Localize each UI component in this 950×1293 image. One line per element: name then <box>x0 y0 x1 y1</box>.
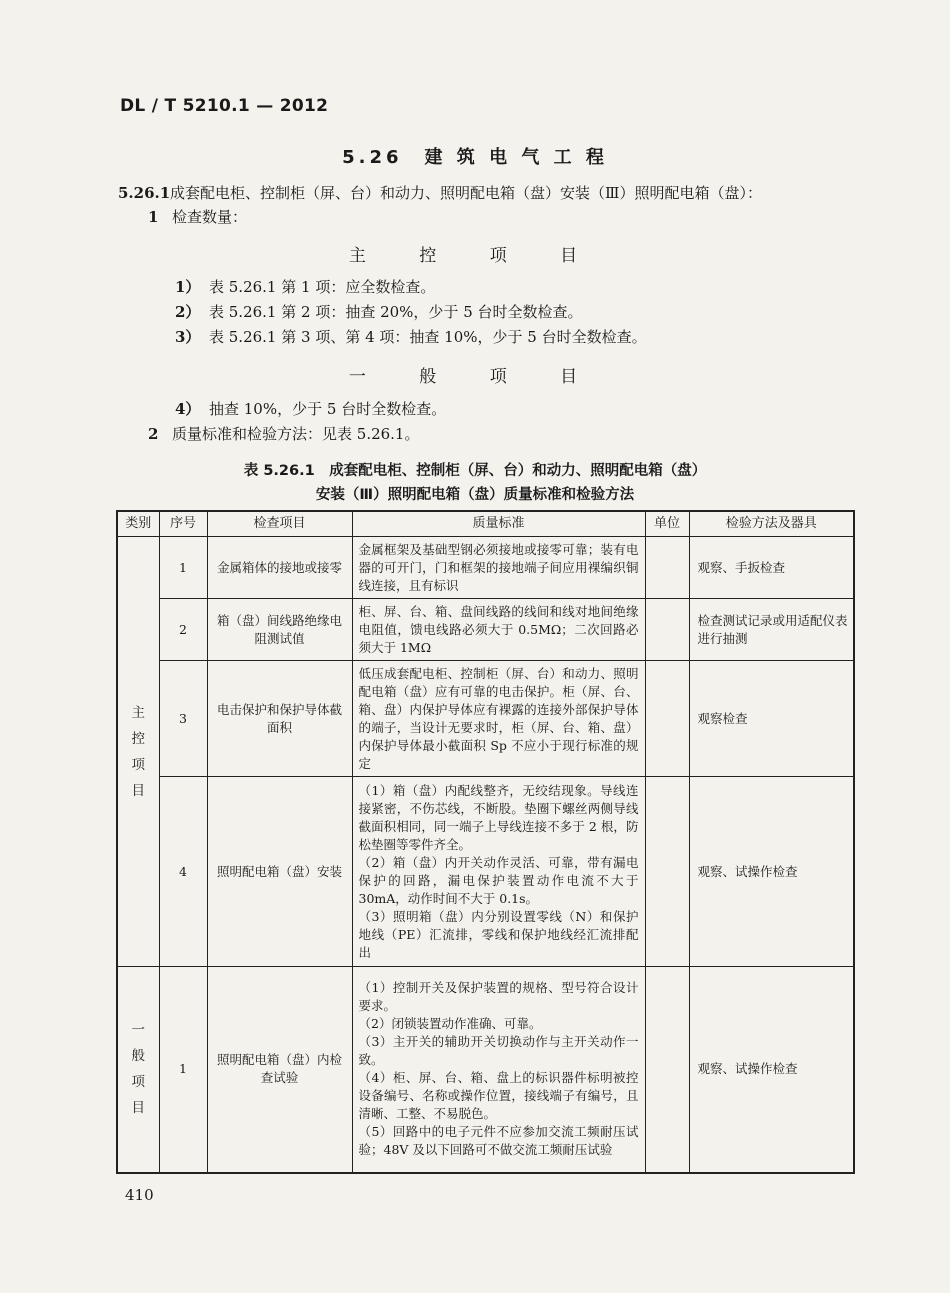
row-unit <box>645 599 689 661</box>
header-seq: 序号 <box>159 511 207 537</box>
row-item: 电击保护和保护导体截面积 <box>207 661 352 777</box>
group-main-cell <box>117 537 159 967</box>
row-item: 箱（盘）间线路绝缘电阻测试值 <box>207 599 352 661</box>
header-item: 检查项目 <box>207 511 352 537</box>
item-2-text: 质量标准和检验方法：见表 5.26.1。 <box>172 425 420 443</box>
row-method: 观察、试操作检查 <box>689 967 854 1173</box>
main-item-1: 1） 表 5.26.1 第 1 项：应全数检查。 <box>175 278 436 296</box>
row-standard: 低压成套配电柜、控制柜（屏、台）和动力、照明配电箱（盘）应有可靠的电击保护。柜（屏、台、箱、盘）内保护导体应有裸露的连接外部保护导体的端子，当设计无要求时，柜（屏、台、箱、盘）内保护导体最小截面积 Sp 不应小于现行标准的规定 <box>352 661 645 777</box>
item-1-line <box>148 206 247 227</box>
table-caption-line-2: 安装（Ⅲ）照明配电箱（盘）质量标准和检验方法 <box>315 487 635 503</box>
row-no: 1 <box>159 967 207 1173</box>
row-standard: 金属框架及基础型钢必须接地或接零可靠；装有电器的可开门，门和框架的接地端子间应用裸编织铜线连接，且有标识 <box>352 537 645 599</box>
table-caption-line-1: 表 5.26.1 成套配电柜、控制柜（屏、台）和动力、照明配电箱（盘） <box>243 463 707 479</box>
row-no: 2 <box>159 599 207 661</box>
row-standard: （1）控制开关及保护装置的规格、型号符合设计要求。 （2）闭锁装置动作准确、可靠。 （3）主开关的辅助开关切换动作与主开关动作一致。 （4）柜、屏、台、箱、盘上的标识器件标明被控设备编号、名称或操作位置，接线端子有编号，且清晰、工整、不易脱色。 （5）回路中的电子元件不应参加交流工频耐压试验；48V 及以下回路可不做交流工频耐压试验 <box>352 967 645 1173</box>
row-no: 3 <box>159 661 207 777</box>
row-unit <box>645 777 689 967</box>
table-row <box>117 599 854 661</box>
item-1-number: 1 <box>148 208 159 226</box>
row-standard: 柜、屏、台、箱、盘间线路的线间和线对地间绝缘电阻值，馈电线路必须大于 0.5MΩ；二次回路必须大于 1MΩ <box>352 599 645 661</box>
main-item-2: 2） 表 5.26.1 第 2 项：抽查 20%，少于 5 台时全数检查。 <box>175 303 583 321</box>
header-method: 检验方法及器具 <box>689 511 854 537</box>
header-unit: 单位 <box>645 511 689 537</box>
main-item-3: 3） 表 5.26.1 第 3 项、第 4 项：抽查 10%，少于 5 台时全数检查。 <box>175 328 647 346</box>
quality-standard-table <box>116 510 855 1174</box>
item-2-line <box>148 423 419 444</box>
row-unit <box>645 537 689 599</box>
header-standard: 质量标准 <box>352 511 645 537</box>
section-title <box>0 143 950 169</box>
group-general-cell <box>117 967 159 1173</box>
row-unit <box>645 967 689 1173</box>
row-unit <box>645 661 689 777</box>
item-2-number: 2 <box>148 425 159 443</box>
table-header-row <box>117 511 854 537</box>
row-item: 金属箱体的接地或接零 <box>207 537 352 599</box>
row-no: 4 <box>159 777 207 967</box>
table-row <box>117 777 854 967</box>
row-item: 照明配电箱（盘）安装 <box>207 777 352 967</box>
standard-code-header: DL / T 5210.1 — 2012 <box>120 96 329 116</box>
row-no: 1 <box>159 537 207 599</box>
row-item: 照明配电箱（盘）内检查试验 <box>207 967 352 1173</box>
section-title-text: 建 筑 电 气 工 程 <box>424 147 608 168</box>
row-method: 观察、手扳检查 <box>689 537 854 599</box>
row-method: 观察检查 <box>689 661 854 777</box>
row-method: 检查测试记录或用适配仪表进行抽测 <box>689 599 854 661</box>
general-items-heading: 一 般 项 目 <box>348 367 602 387</box>
general-item-4: 4） 抽查 10%，少于 5 台时全数检查。 <box>175 400 447 418</box>
group-main-label: 主 控 项 目 <box>131 704 145 799</box>
group-general-label: 一 般 项 目 <box>131 1022 145 1117</box>
main-items-heading: 主 控 项 目 <box>348 246 602 266</box>
row-method: 观察、试操作检查 <box>689 777 854 967</box>
clause-text: 成套配电柜、控制柜（屏、台）和动力、照明配电箱（盘）安装（Ⅲ）照明配电箱（盘）： <box>170 184 762 202</box>
table-row <box>117 967 854 1173</box>
row-standard: （1）箱（盘）内配线整齐，无绞结现象。导线连接紧密，不伤芯线，不断股。垫圈下螺丝两侧导线截面积相同，同一端子上导线连接不多于 2 根，防松垫圈等零件齐全。 （2）箱（盘）内开关动作灵活、可靠，带有漏电保护的回路，漏电保护装置动作电流不大于 30mA，动作时间不大于 0.1s。 （3）照明箱（盘）内分别设置零线（N）和保护地线（PE）汇流排，零线和保护地线经汇流排配出 <box>352 777 645 967</box>
table-row <box>117 537 854 599</box>
section-number: 5.26 <box>342 147 403 168</box>
page-number: 410 <box>125 1186 154 1204</box>
table-row <box>117 661 854 777</box>
clause-number: 5.26.1 <box>118 184 171 202</box>
header-category: 类别 <box>117 511 159 537</box>
clause-line <box>118 182 762 203</box>
item-1-text: 检查数量： <box>172 208 248 226</box>
